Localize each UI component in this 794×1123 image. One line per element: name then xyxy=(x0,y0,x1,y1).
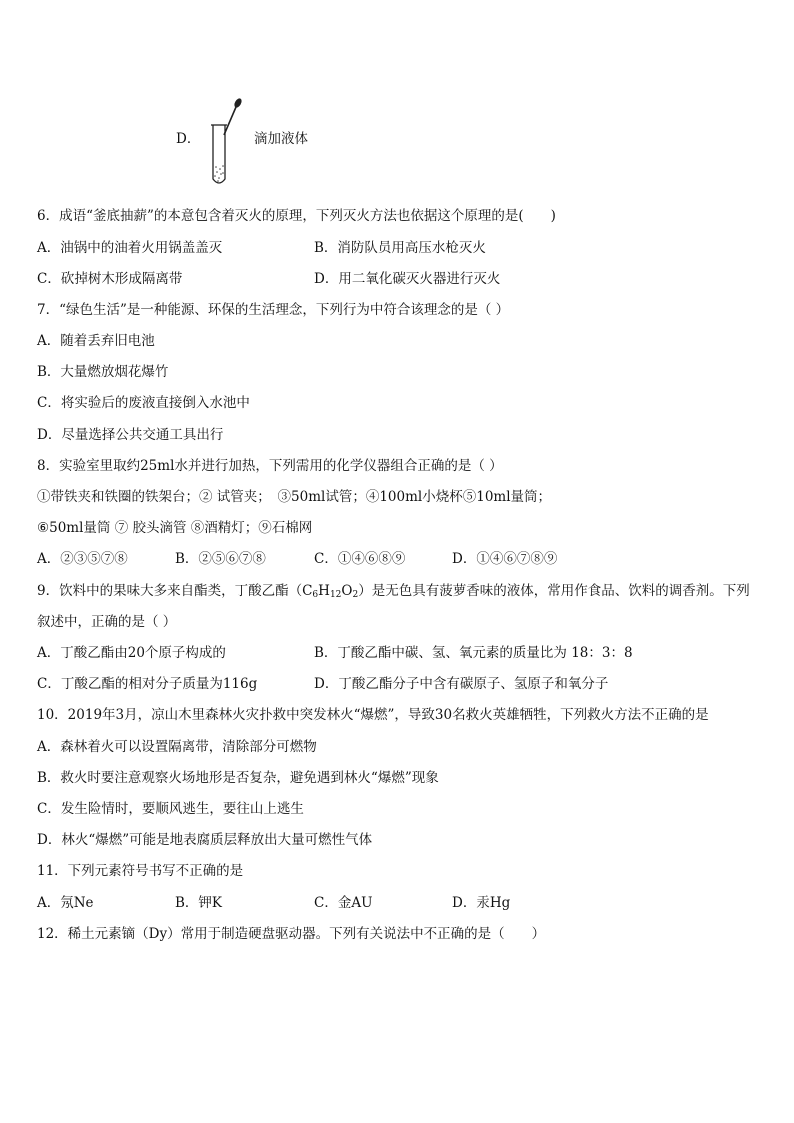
q5-option-d-letter: D． xyxy=(176,131,201,147)
q10-stem: 10．2019年3月，凉山木里森林火灾扑救中突发林火“爆燃”，导致30名救火英雄牺牲，下列救火方法不正确的是 xyxy=(37,707,709,723)
q9-stem-line2: 叙述中，正确的是（ ） xyxy=(37,614,177,630)
q7-option-b: B．大量燃放烟花爆竹 xyxy=(37,364,169,380)
q9-option-a: A．丁酸乙酯由20个原子构成的 xyxy=(37,645,226,661)
q7-option-d: D．尽量选择公共交通工具出行 xyxy=(37,427,224,443)
q8-stem: 8．实验室里取约25ml水并进行加热，下列需用的化学仪器组合正确的是（ ） xyxy=(37,458,503,474)
q8-instruments-line1: ①带铁夹和铁圈的铁架台；② 试管夹； ③50ml试管；④100ml小烧杯⑤10ml量筒； xyxy=(37,489,552,505)
q9-formula-sub-h: 12 xyxy=(329,590,342,600)
q6-option-a: A．油锅中的油着火用锅盖盖灭 xyxy=(37,240,223,256)
q9-formula-sub-c: 6 xyxy=(312,590,319,600)
q11-option-d: D．汞Hg xyxy=(452,895,511,911)
q8-option-c: C．①④⑥⑧⑨ xyxy=(314,551,406,567)
q5-option-d-text: 滴加液体 xyxy=(254,131,308,147)
q9-formula-o: O xyxy=(341,583,353,599)
q9-formula-h: H xyxy=(318,583,330,599)
q7-option-a: A．随着丢弃旧电池 xyxy=(37,333,155,349)
q6-stem: 6．成语“釜底抽薪”的本意包含着灭火的原理，下列灭火方法也依据这个原理的是( ) xyxy=(37,208,556,224)
q10-option-b: B．救火时要注意观察火场地形是否复杂，避免遇到林火“爆燃”现象 xyxy=(37,770,439,786)
q8-option-a: A．②③⑤⑦⑧ xyxy=(37,551,128,567)
q9-option-b: B．丁酸乙酯中碳、氢、氧元素的质量比为 18：3：8 xyxy=(314,645,633,661)
q11-stem: 11．下列元素符号书写不正确的是 xyxy=(37,863,244,879)
q6-option-b: B．消防队员用高压水枪灭火 xyxy=(314,240,486,256)
q8-option-b: B．②⑤⑥⑦⑧ xyxy=(175,551,266,567)
q11-option-c: C．金AU xyxy=(314,895,373,911)
q10-option-c: C．发生险情时，要顺风逃生，要往山上逃生 xyxy=(37,801,304,817)
q11-option-b: B．钾K xyxy=(175,895,223,911)
q6-option-d: D．用二氧化碳灭火器进行灭火 xyxy=(314,271,501,287)
q11-option-a: A．氖Ne xyxy=(37,895,94,911)
test-tube-dropper-icon xyxy=(205,97,245,189)
q9-stem xyxy=(37,581,750,605)
q10-option-d: D．林火“爆燃”可能是地表腐质层释放出大量可燃性气体 xyxy=(37,832,373,848)
q9-option-c: C．丁酸乙酯的相对分子质量为116g xyxy=(37,676,258,692)
q10-option-a: A．森林着火可以设置隔离带，清除部分可燃物 xyxy=(37,739,317,755)
q12-stem: 12．稀土元素镝（Dy）常用于制造硬盘驱动器。下列有关说法中不正确的是（ ） xyxy=(37,926,546,942)
q9-formula-sub-o: 2 xyxy=(352,590,359,600)
q7-option-c: C．将实验后的废液直接倒入水池中 xyxy=(37,395,250,411)
q8-instruments-line2: ⑥50ml量筒 ⑦ 胶头滴管 ⑧酒精灯；⑨石棉网 xyxy=(37,520,313,536)
q8-option-d: D．①④⑥⑦⑧⑨ xyxy=(452,551,558,567)
q7-stem: 7．“绿色生活”是一种能源、环保的生活理念，下列行为中符合该理念的是（ ） xyxy=(37,302,510,318)
q9-option-d: D．丁酸乙酯分子中含有碳原子、氢原子和氧分子 xyxy=(314,676,609,692)
q9-stem-part-b: ）是无色具有菠萝香味的液体，常用作食品、饮料的调香剂。下列 xyxy=(358,583,750,599)
q9-stem-part-a: 9．饮料中的果味大多来自酯类，丁酸乙酯（C xyxy=(37,583,313,599)
q6-option-c: C．砍掉树木形成隔离带 xyxy=(37,271,183,287)
